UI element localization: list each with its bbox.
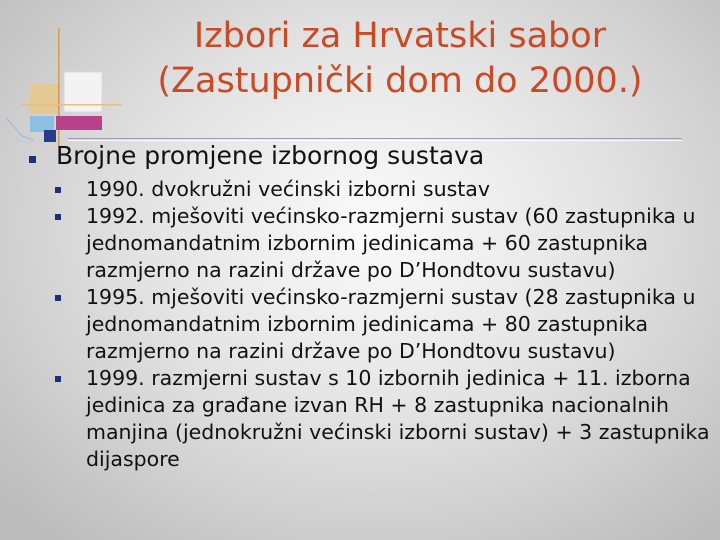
main-bullet-text: Brojne promjene izbornog sustava [56,141,485,170]
list-item-text: 1990. dvokružni većinski izborni sustav [86,177,490,201]
square-bullet-icon [29,156,36,163]
square-bullet-icon [55,187,61,193]
square-bullet-icon [55,376,61,382]
list-item-text: 1995. mješoviti većinsko-razmjerni sustav (28 zastupnika u jednomandatnim izbornim jedinicama + 80 zastupnika razmjerno na razini države po D’Hondtovu sustavu) [86,285,696,363]
list-item [86,176,711,203]
list-item [86,203,711,284]
square-bullet-icon [55,214,61,220]
sub-bullet-list [86,176,711,473]
list-item [86,365,711,473]
list-item [86,284,711,365]
slide-title [100,14,700,104]
title-line-1: Izbori za Hrvatski sabor [193,16,607,56]
list-item-text: 1992. mješoviti većinsko-razmjerni sustav (60 zastupnika u jednomandatnim izbornim jedinicama + 60 zastupnika razmjerno na razini države po D’Hondtovu sustavu) [86,204,696,282]
list-item-text: 1999. razmjerni sustav s 10 izbornih jedinica + 11. izborna jedinica za građane izvan RH + 8 zastupnika nacionalnih manjina (jednokružni većinski izborni sustav) + 3 zastupnika dijaspore [86,366,710,471]
square-bullet-icon [55,295,61,301]
title-line-2: (Zastupnički dom do 2000.) [157,61,643,101]
